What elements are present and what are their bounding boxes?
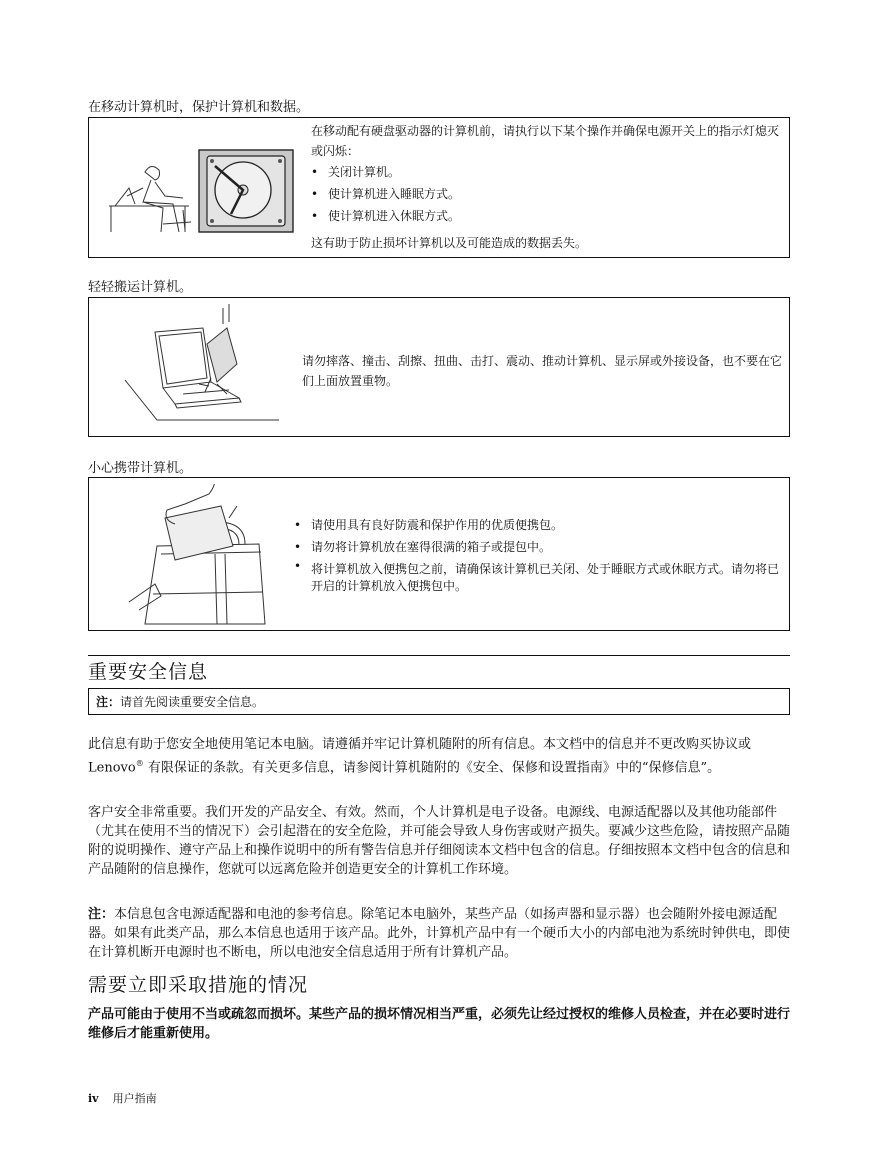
note-label: 注： <box>96 695 121 709</box>
safety-paragraph-2 <box>88 803 790 879</box>
section-box-carry <box>88 477 790 631</box>
safety-paragraph-3 <box>88 905 790 962</box>
section-title-immediate: 需要立即采取措施的情况 <box>88 974 309 996</box>
note-box <box>88 688 790 715</box>
handle-text: 请勿摔落、撞击、刮擦、扭曲、击打、震动、推动计算机、显示屏或外接设备，也不要在它们上面放置重物。 <box>302 354 783 388</box>
note-text: 请首先阅读重要安全信息。 <box>120 695 265 709</box>
para3-text: 本信息包含电源适配器和电池的参考信息。除笔记本电脑外，某些产品（如扬声器和显示器）也会随附外接电源适配器。如果有此类产品，那么本信息也适用于该产品。此外，计算机产品中有一个硬币大小的内部电池为系统时钟供电，即使在计算机断开电源时也不断电，所以电池安全信息适用于所有计算机产品。 <box>88 907 791 960</box>
laptop-into-bag-illustration <box>125 484 285 626</box>
immediate-paragraph <box>88 1005 790 1043</box>
person-at-laptop-with-hard-disk-illustration <box>103 144 313 234</box>
list-item: • 关闭计算机。 <box>311 161 781 183</box>
section-box-move <box>88 117 790 258</box>
intro-text: 在移动配有硬盘驱动器的计算机前，请执行以下某个操作并确保电源开关上的指示灯熄灭或闪烁： <box>311 124 780 158</box>
list-item: • 请勿将计算机放在塞得很满的箱子或提包中。 <box>294 536 784 558</box>
note-line <box>96 693 264 711</box>
list-item: • 使计算机进入休眠方式。 <box>311 205 781 227</box>
laptop-impact-illustration <box>119 304 279 422</box>
para2-text: 客户安全非常重要。我们开发的产品安全、有效。然而，个人计算机是电子设备。电源线、电源适配器以及其他功能部件（尤其在使用不当的情况下）会引起潜在的安全危险，并可能会导致人身伤害或财产损失。要减少这些危险，请按照产品随附的说明操作、遵守产品上和操作说明中的所有警告信息并仔细阅读本文档中包含的信息。仔细按照本文档中包含的信息和产品随附的信息操作，您就可以远离危险并创造更安全的计算机工作环境。 <box>88 805 791 877</box>
footer <box>88 1092 157 1106</box>
section-rule <box>88 655 790 656</box>
list-item: • 使计算机进入睡眠方式。 <box>311 183 781 205</box>
section-heading-carry: 小心携带计算机。 <box>88 461 193 476</box>
page-number: iv <box>88 1092 99 1105</box>
para1-text-a: 此信息有助于您安全地使用笔记本电脑。请遵循并牢记计算机随附的所有信息。本文档中的信息并不更改购买协议或 Lenovo <box>88 737 752 776</box>
section-title-safety: 重要安全信息 <box>88 661 209 683</box>
immediate-text: 产品可能由于使用不当或疏忽而损坏。某些产品的损坏情况相当严重，必须先让经过授权的维修人员检查，并在必要时进行维修后才能重新使用。 <box>88 1007 791 1041</box>
outro-text: 这有助于防止损坏计算机以及可能造成的数据丢失。 <box>311 236 588 250</box>
section-heading-handle: 轻轻搬运计算机。 <box>88 280 193 295</box>
section-box-handle <box>88 297 790 437</box>
registered-mark: ® <box>135 759 144 768</box>
section-heading-move: 在移动计算机时，保护计算机和数据。 <box>88 100 310 115</box>
para1-text-b: 有限保证的条款。有关更多信息，请参阅计算机随附的《安全、保修和设置指南》中的“保修信息”。 <box>143 760 721 776</box>
list-item: • 将计算机放入便携包之前，请确保该计算机已关闭、处于睡眠方式或休眠方式。请勿将已开启的计算机放入便携包中。 <box>294 558 784 595</box>
safety-paragraph-1 <box>88 735 790 777</box>
para3-label: 注： <box>88 907 115 922</box>
bullet-list <box>311 161 781 227</box>
bullet-list <box>294 514 784 595</box>
list-item: • 请使用具有良好防震和保护作用的优质便携包。 <box>294 514 784 536</box>
doc-title: 用户指南 <box>112 1092 157 1105</box>
